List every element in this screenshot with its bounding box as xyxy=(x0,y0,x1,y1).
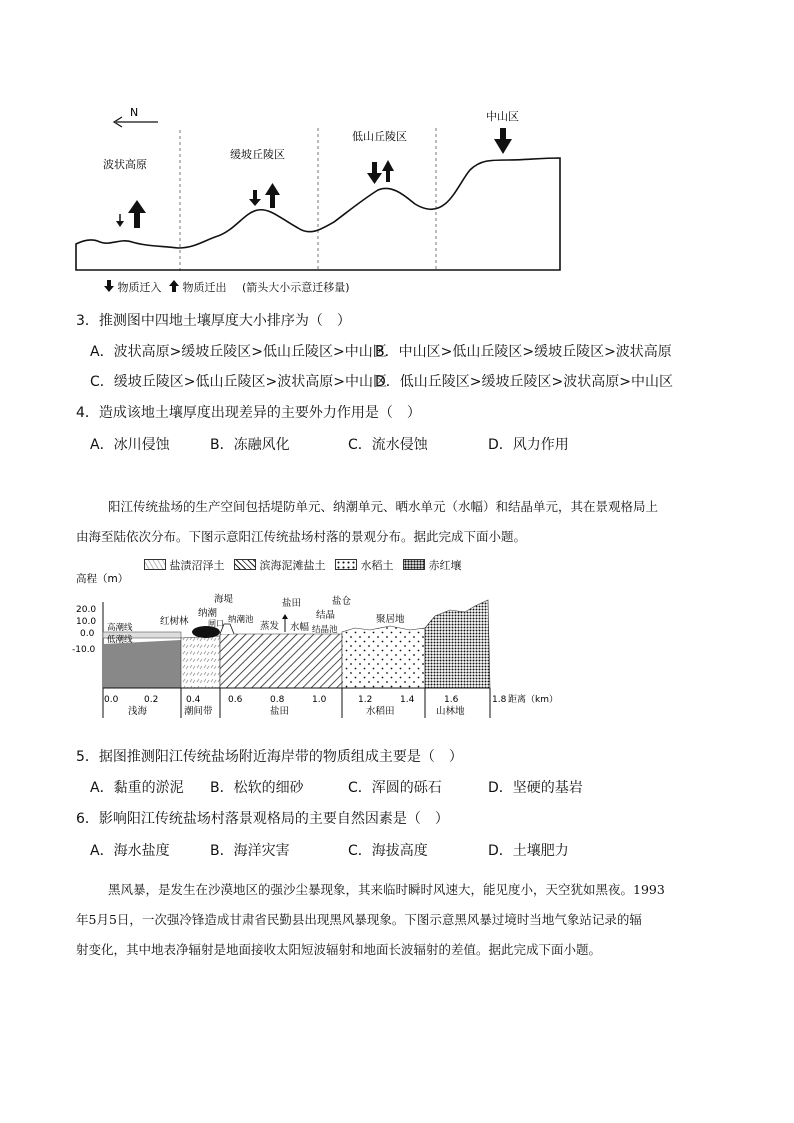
xtick-7: 1.4 xyxy=(400,695,415,705)
evaporation-arrow-head xyxy=(282,614,288,619)
label-mangrove: 红树林 xyxy=(160,616,189,627)
legend-label-mudflat: 滨海泥滩盐土 xyxy=(259,559,326,572)
figure-salt-field-profile xyxy=(70,572,560,722)
legend-swatch-saline-marsh xyxy=(144,559,166,570)
legend-label-saline-marsh: 盐渍沼泽土 xyxy=(169,559,225,572)
region-label-low-hills: 低山丘陵区 xyxy=(352,130,407,143)
xtick-8: 1.6 xyxy=(444,695,459,705)
q3-stem: 3．推测图中四地土壤厚度大小排序为（ ） xyxy=(76,313,351,329)
q5-stem: 5．据图推测阳江传统盐场附近海岸带的物质组成主要是（ ） xyxy=(76,749,463,765)
legend-out-label: 物质迁出 xyxy=(182,281,227,294)
y-axis-label: 高程（m） xyxy=(76,573,129,585)
region-label-mid-mountain: 中山区 xyxy=(486,110,519,123)
label-intake: 纳潮 xyxy=(198,608,218,619)
zone-intertidal: 潮间带 xyxy=(184,706,213,717)
ytick-10: 10.0 xyxy=(76,617,97,627)
legend-swatch-mudflat xyxy=(234,559,256,570)
passage3-line1: 黑风暴，是发生在沙漠地区的强沙尘暴现象，其来临时瞬时风速大，能见度小，天空犹如黑夜。1993 xyxy=(108,882,665,897)
paddy-soil xyxy=(342,626,425,688)
label-crystal-pool: 结晶池 xyxy=(312,625,338,635)
xtick-5: 1.0 xyxy=(312,695,327,705)
salt-field-svg xyxy=(70,572,560,722)
label-evaporation: 蒸发 xyxy=(260,621,280,632)
region-label-plateau: 波状高原 xyxy=(103,158,147,171)
passage2-line2: 由海至陆依次分布。下图示意阳江传统盐场村落的景观分布。据此完成下面小题。 xyxy=(76,529,527,544)
arrow-in-plateau xyxy=(116,214,124,227)
legend-swatch-red-soil xyxy=(403,559,425,570)
arrow-out-plateau xyxy=(128,200,146,228)
q6-option-b[interactable]: B．海洋灾害 xyxy=(210,843,290,859)
legend-note: (箭头大小示意迁移量) xyxy=(242,281,350,294)
q5-option-a[interactable]: A．黏重的淤泥 xyxy=(90,780,184,796)
xtick-6: 1.2 xyxy=(358,695,373,705)
q4-option-c[interactable]: C．流水侵蚀 xyxy=(348,437,428,453)
xtick-4: 0.8 xyxy=(270,695,285,705)
label-intake-pool: 纳潮池 xyxy=(228,615,254,625)
salt-field-mudflat-soil xyxy=(220,634,342,688)
q5-option-d[interactable]: D．坚硬的基岩 xyxy=(488,780,583,796)
q5-option-c[interactable]: C．浑圆的砾石 xyxy=(348,780,442,796)
label-settlement: 聚居地 xyxy=(376,614,405,625)
zone-forest: 山林地 xyxy=(436,706,465,717)
zone-paddy: 水稻田 xyxy=(366,706,395,717)
xtick-3: 0.6 xyxy=(228,695,243,705)
q3-option-b[interactable]: B．中山区>低山丘陵区>缓坡丘陵区>波状高原 xyxy=(375,344,672,360)
q3-option-a[interactable]: A．波状高原>缓坡丘陵区>低山丘陵区>中山区 xyxy=(90,344,387,360)
zone-shallow-sea: 浅海 xyxy=(128,706,148,717)
arrow-in-legend-icon xyxy=(104,281,118,294)
shallow-sea-seabed xyxy=(103,640,181,688)
label-gate: 闸口 xyxy=(208,619,224,628)
arrow-out-low-hills xyxy=(382,160,394,182)
region-label-gentle-hills: 缓坡丘陵区 xyxy=(230,148,285,161)
arrow-out-gentle-hills xyxy=(265,183,280,208)
fig2-legend xyxy=(144,557,462,573)
q5-option-b[interactable]: B．松软的细砂 xyxy=(210,780,304,796)
xtick-1: 0.2 xyxy=(144,695,159,705)
q4-option-a[interactable]: A．冰川侵蚀 xyxy=(90,437,170,453)
arrow-in-mid-mountain xyxy=(494,128,512,154)
label-salt-field: 盐田 xyxy=(282,598,302,609)
passage2-line1: 阳江传统盐场的生产空间包括堤防单元、纳潮单元、晒水单元（水幅）和结晶单元，其在景观格局上 xyxy=(108,499,659,514)
legend-label-red-soil: 赤红壤 xyxy=(428,559,462,572)
q3-option-d[interactable]: D．低山丘陵区>缓坡丘陵区>波状高原>中山区 xyxy=(375,374,673,390)
legend-label-paddy: 水稻土 xyxy=(360,559,394,572)
high-tide-label: 高潮线 xyxy=(107,623,133,633)
arrow-in-gentle-hills xyxy=(249,190,261,206)
arrow-in-low-hills xyxy=(367,162,382,184)
legend-in-label: 物质迁入 xyxy=(117,281,162,294)
q6-stem: 6．影响阳江传统盐场村落景观格局的主要自然因素是（ ） xyxy=(76,811,449,827)
q4-option-d[interactable]: D．风力作用 xyxy=(488,437,569,453)
red-soil-hills xyxy=(425,600,490,688)
ytick-0: 0.0 xyxy=(80,629,95,639)
q6-option-a[interactable]: A．海水盐度 xyxy=(90,843,170,859)
arrow-out-legend-icon xyxy=(169,281,183,294)
passage3-line3: 射变化，其中地表净辐射是地面接收太阳短波辐射和地面长波辐射的差值。据此完成下面小题。 xyxy=(76,942,602,957)
label-salt-warehouse: 盐仓 xyxy=(332,596,352,607)
passage3-line2: 年5月5日，一次强冷锋造成甘肃省民勤县出现黑风暴现象。下图示意黑风暴过境时当地气象站记录的辐 xyxy=(76,912,642,927)
q6-option-c[interactable]: C．海拔高度 xyxy=(348,843,428,859)
intertidal-marsh-soil xyxy=(181,636,220,688)
q4-option-b[interactable]: B．冻融风化 xyxy=(210,437,290,453)
terrain-profile-svg xyxy=(70,100,570,300)
zone-salt-field: 盐田 xyxy=(270,706,290,717)
q3-option-c[interactable]: C．缓坡丘陵区>低山丘陵区>波状高原>中山区 xyxy=(90,374,387,390)
legend-swatch-paddy xyxy=(335,559,357,570)
north-label: N xyxy=(130,106,139,119)
q4-stem: 4．造成该地土壤厚度出现差异的主要外力作用是（ ） xyxy=(76,405,421,421)
xtick-2: 0.4 xyxy=(186,695,201,705)
figure-terrain-profile xyxy=(70,100,570,300)
ytick-neg10: -10.0 xyxy=(72,645,96,655)
xtick-9: 1.8 xyxy=(492,695,507,705)
q6-option-d[interactable]: D．土壤肥力 xyxy=(488,843,569,859)
label-crystal: 结晶 xyxy=(316,610,336,621)
label-dike: 海堤 xyxy=(214,594,234,605)
low-tide-label: 低潮线 xyxy=(107,635,133,645)
xtick-0: 0.0 xyxy=(104,695,119,705)
ytick-20: 20.0 xyxy=(76,605,97,615)
x-axis-label: 距离（km） xyxy=(508,695,558,705)
label-water-width: 水幅 xyxy=(290,622,310,633)
fig1-legend xyxy=(104,279,350,295)
